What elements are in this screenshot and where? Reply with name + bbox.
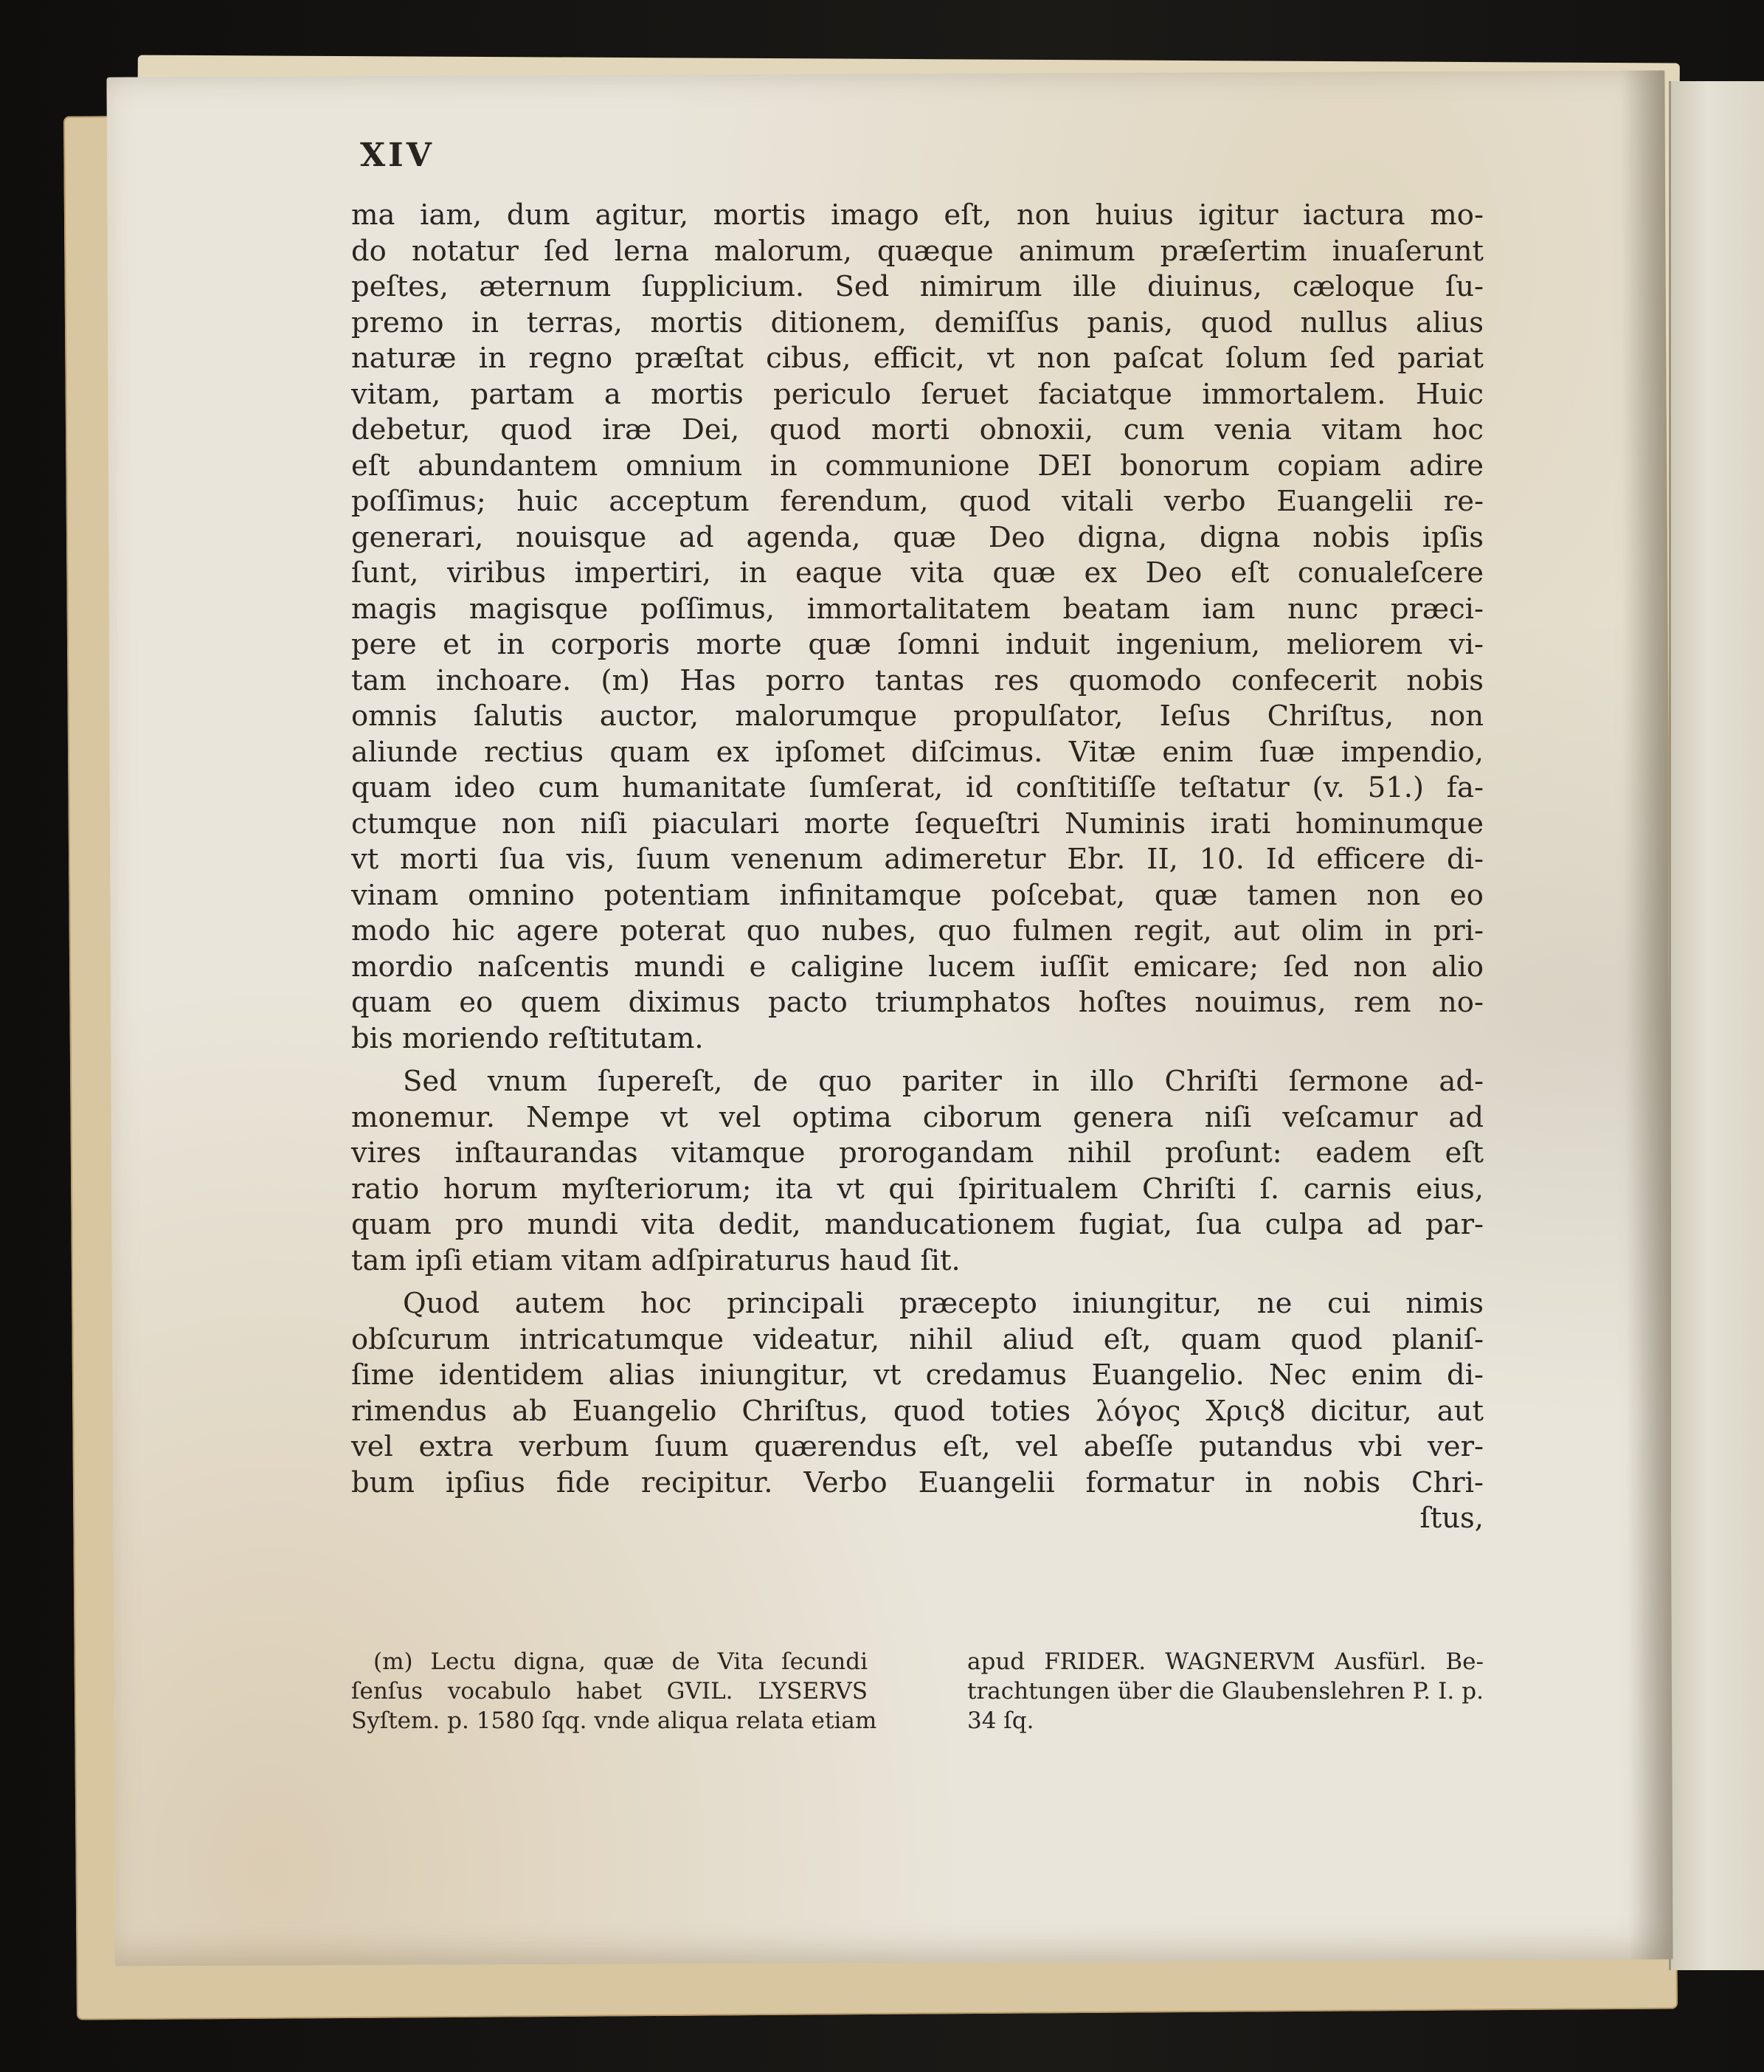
text-line: ſime identidem alias iniungitur, vt credamus Euangelio. Nec enim di- bbox=[351, 1358, 1484, 1392]
paragraph-gap bbox=[351, 1279, 1484, 1286]
text-line: ctumque non niſi piaculari morte ſequeſtri Numinis irati hominumque bbox=[351, 807, 1484, 840]
text-line: ma iam, dum agitur, mortis imago eſt, non huius igitur iactura mo- bbox=[351, 198, 1484, 232]
page-number: XIV bbox=[360, 137, 435, 174]
text-line: eſt abundantem omnium in communione DEI bonorum copiam adire bbox=[351, 449, 1484, 483]
footnote-line: trachtungen über die Glaubenslehren P. I. p. bbox=[967, 1678, 1484, 1705]
text-line: generari, nouisque ad agenda, quæ Deo digna, digna nobis ipſis bbox=[351, 520, 1484, 554]
facing-page-edge bbox=[1669, 81, 1764, 1970]
text-line: ratio horum myſteriorum; ita vt qui ſpiritualem Chriſti ſ. carnis eius, bbox=[351, 1172, 1484, 1206]
text-line: vitam, partam a mortis periculo ſeruet faciatque immortalem. Huic bbox=[351, 377, 1484, 411]
text-line: aliunde rectius quam ex ipſomet diſcimus. Vitæ enim ſuæ impendio, bbox=[351, 735, 1484, 769]
text-line: debetur, quod iræ Dei, quod morti obnoxii, cum venia vitam hoc bbox=[351, 413, 1484, 446]
main-text bbox=[351, 198, 1484, 1537]
text-line: omnis ſalutis auctor, malorumque propulſator, Ieſus Chriſtus, non bbox=[351, 700, 1484, 733]
footnote-right-column bbox=[967, 1647, 1484, 1736]
catchword: ſtus, bbox=[1419, 1502, 1484, 1535]
text-line: vel extra verbum ſuum quærendus eſt, vel abeſſe putandus vbi ver- bbox=[351, 1430, 1484, 1463]
text-line: tam inchoare. (m) Has porro tantas res quomodo confecerit nobis bbox=[351, 663, 1484, 697]
text-line: vinam omnino potentiam infinitamque poſcebat, quæ tamen non eo bbox=[351, 878, 1484, 912]
footnotes bbox=[351, 1647, 1484, 1736]
text-line: vt morti ſua vis, ſuum venenum adimeretur Ebr. II, 10. Id efficere di- bbox=[351, 843, 1484, 876]
footnote-line: 34 ſq. bbox=[967, 1707, 1034, 1734]
text-line: vires inſtaurandas vitamque prorogandam nihil proſunt: eadem eſt bbox=[351, 1136, 1484, 1170]
text-line: ſunt, viribus impertiri, in eaque vita quæ ex Deo eſt conualeſcere bbox=[351, 556, 1484, 590]
text-line: peſtes, æternum ſupplicium. Sed nimirum ille diuinus, cæloque ſu- bbox=[351, 270, 1484, 303]
text-line: poſſimus; huic acceptum ferendum, quod vitali verbo Euangelii re- bbox=[351, 485, 1484, 518]
text-line: quam eo quem diximus pacto triumphatos hoſtes nouimus, rem no- bbox=[351, 986, 1484, 1019]
text-line: pere et in corporis morte quæ ſomni induit ingenium, meliorem vi- bbox=[351, 628, 1484, 661]
text-line: tam ipſi etiam vitam adſpiraturus haud ſit. bbox=[351, 1243, 961, 1277]
text-line: naturæ in regno præſtat cibus, efficit, vt non paſcat ſolum ſed pariat bbox=[351, 342, 1484, 375]
footnote-line: ſenſus vocabulo habet GVIL. LYSERVS bbox=[351, 1678, 868, 1705]
spine-shadow bbox=[1620, 70, 1673, 1959]
text-line: do notatur ſed lerna malorum, quæque animum præſertim inuaſerunt bbox=[351, 234, 1484, 268]
text-line: modo hic agere poterat quo nubes, quo fulmen regit, aut olim in pri- bbox=[351, 914, 1484, 947]
text-line: bis moriendo reſtitutam. bbox=[351, 1021, 704, 1055]
text-line: quam ideo cum humanitate ſumſerat, id conſtitiſſe teſtatur (v. 51.) fa- bbox=[351, 771, 1484, 804]
text-line: obſcurum intricatumque videatur, nihil aliud eſt, quam quod planiſ- bbox=[351, 1322, 1484, 1356]
text-line: rimendus ab Euangelio Chriſtus, quod toties λόγος Χριςȣ dicitur, aut bbox=[351, 1394, 1484, 1428]
footnote-line: apud FRIDER. WAGNERVM Ausfürl. Be- bbox=[967, 1648, 1484, 1675]
footnote-left-column bbox=[351, 1647, 877, 1736]
text-line: quam pro mundi vita dedit, manducationem fugiat, ſua culpa ad par- bbox=[351, 1208, 1484, 1241]
text-line: bum ipſius fide recipitur. Verbo Euangelii formatur in nobis Chri- bbox=[351, 1465, 1484, 1499]
text-line: monemur. Nempe vt vel optima ciborum genera niſi veſcamur ad bbox=[351, 1100, 1484, 1134]
footnote-line: Syſtem. p. 1580 ſqq. vnde aliqua relata etiam bbox=[351, 1707, 877, 1734]
text-line: premo in terras, mortis ditionem, demiſſus panis, quod nullus alius bbox=[351, 305, 1484, 339]
text-line: Sed vnum ſupereſt, de quo pariter in illo Chriſti ſermone ad- bbox=[403, 1065, 1484, 1098]
text-line: Quod autem hoc principali præcepto iniungitur, ne cui nimis bbox=[403, 1287, 1484, 1320]
paragraph-gap bbox=[351, 1057, 1484, 1064]
text-line: mordio naſcentis mundi e caligine lucem iuſſit emicare; ſed non alio bbox=[351, 950, 1484, 984]
footnote-line: (m) Lectu digna, quæ de Vita ſecundi bbox=[373, 1648, 868, 1675]
text-line: magis magisque poſſimus, immortalitatem beatam iam nunc præci- bbox=[351, 592, 1484, 626]
